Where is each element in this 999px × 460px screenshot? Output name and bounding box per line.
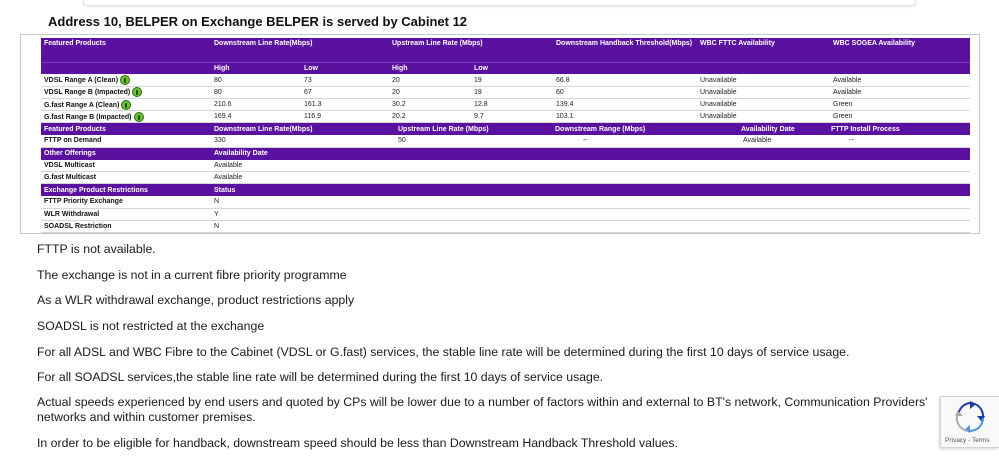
header-cell: WBC SOGEA Availability: [830, 38, 970, 62]
table-cell: 330: [211, 135, 389, 147]
header-cell: Downstream Handback Threshold(Mbps): [553, 38, 697, 62]
header-cell: Availability Date: [211, 147, 970, 159]
recaptcha-links[interactable]: Privacy - Terms: [945, 437, 990, 444]
table-cell: Green: [830, 111, 970, 123]
header-cell: Featured Products: [41, 123, 211, 135]
table-cell: 80: [211, 74, 301, 86]
header-cell: Downstream Line Rate(Mbps): [211, 38, 389, 62]
table-row: [41, 86, 970, 98]
table-row: [41, 220, 970, 232]
table-cell: Available --: [830, 135, 970, 147]
table-cell: G.fast Multicast: [41, 172, 211, 184]
header-cell: WBC FTTC Availability: [697, 38, 830, 62]
table-cell: Available: [211, 172, 970, 184]
header-cell: Status: [211, 184, 970, 196]
table-cell: 19: [471, 74, 553, 86]
note-adsl-wbc: For all ADSL and WBC Fibre to the Cabinet (VDSL or G.fast) services, the stable line rate will be determined during the first 10 days of service usage.: [37, 345, 850, 359]
table-cell: 9.7: [471, 111, 553, 123]
subheader-cell: High: [389, 62, 471, 74]
note-soadsl-services: For all SOADSL services,the stable line rate will be determined during the first 10 days of service usage.: [37, 370, 604, 384]
table-cell: Available: [830, 86, 970, 98]
subheader-row: [41, 62, 970, 74]
subheader-cell: Low: [301, 62, 389, 74]
subheader-cell: High: [211, 62, 301, 74]
table-row: [41, 160, 970, 172]
restrictions-header-row: [41, 184, 970, 196]
note-actual-speeds: Actual speeds experienced by end users and quoted by CPs will be lower due to a number of factors within and external to BT's network, Communication Providers' networks and within customer premises.: [37, 395, 928, 424]
header-cell: Downstream Range (Mbps): [553, 123, 830, 135]
table-cell: N: [211, 196, 970, 208]
table-cell: 19: [471, 86, 553, 98]
product-name: G.fast Range B (Impacted): [41, 111, 211, 123]
recaptcha-badge[interactable]: [940, 396, 999, 448]
table-cell: WLR Withdrawal: [41, 208, 211, 220]
product-name: VDSL Range B (Impacted): [41, 86, 211, 98]
table-cell: 12.8: [471, 99, 553, 111]
table-cell: Available: [211, 160, 970, 172]
table-cell: 116.9: [301, 111, 389, 123]
note-handback: In order to be eligible for handback, downstream speed should be less than Downstream Handback Threshold values.: [37, 436, 678, 450]
table-cell: 210.6: [211, 99, 301, 111]
note-soadsl: SOADSL is not restricted at the exchange: [37, 319, 265, 333]
header-cell: Exchange Product Restrictions: [41, 184, 211, 196]
table-cell: 67: [301, 86, 389, 98]
product-name: VDSL Range A (Clean): [41, 74, 211, 86]
table-row: [41, 74, 970, 86]
table-cell: Unavailable: [697, 74, 830, 86]
table-row: [41, 196, 970, 208]
note-fibre-priority: The exchange is not in a current fibre priority programme: [37, 268, 347, 282]
table-row: [41, 172, 970, 184]
subheader-cell: [41, 62, 211, 74]
table-cell: VDSL Multicast: [41, 160, 211, 172]
info-badge-icon[interactable]: [120, 75, 130, 85]
table-cell: 73: [301, 74, 389, 86]
table-row: [41, 99, 970, 111]
table-cell: 66.8: [553, 74, 697, 86]
fttp-header-row: [41, 123, 970, 135]
note-fttp: FTTP is not available.: [37, 242, 156, 256]
table-row: [41, 111, 970, 123]
table-cell: 103.1: [553, 111, 697, 123]
header-cell: Other Offerings: [41, 147, 211, 159]
table-cell: SOADSL Restriction: [41, 220, 211, 232]
header-cell: Downstream Line Rate(Mbps): [211, 123, 389, 135]
header-cell: Upstream Line Rate (Mbps): [389, 38, 553, 62]
offerings-header-row: [41, 147, 970, 159]
subheader-cell: [697, 62, 830, 74]
table-cell: Unavailable: [697, 111, 830, 123]
subheader-cell: [553, 62, 697, 74]
table-cell: 20: [389, 86, 471, 98]
table-cell: 169.4: [211, 111, 301, 123]
product-name: G.fast Range A (Clean): [41, 99, 211, 111]
subheader-cell: Low: [471, 62, 553, 74]
availability-table: [41, 38, 970, 233]
table-cell: FTTP Priority Exchange: [41, 196, 211, 208]
table-cell: 60: [553, 86, 697, 98]
table-row: [41, 135, 970, 147]
header-cell: Featured Products: [41, 38, 211, 62]
table-cell: Green: [830, 99, 970, 111]
table-cell: 20: [389, 74, 471, 86]
recaptcha-icon: [955, 401, 985, 433]
header-cell: Upstream Line Rate (Mbps): [389, 123, 553, 135]
subheader-cell: [830, 62, 970, 74]
page-heading: Address 10, BELPER on Exchange BELPER is served by Cabinet 12: [48, 14, 468, 29]
info-badge-icon[interactable]: [132, 87, 142, 97]
table-cell: N: [211, 220, 970, 232]
table-row: [41, 208, 970, 220]
previous-card-edge: [83, 0, 916, 6]
table-cell: 50: [389, 135, 553, 147]
info-badge-icon[interactable]: [121, 100, 131, 110]
table-cell: --: [553, 135, 830, 147]
table-cell: Available: [830, 74, 970, 86]
table-cell: 161.3: [301, 99, 389, 111]
table-cell: Unavailable: [697, 99, 830, 111]
info-badge-icon[interactable]: [134, 112, 144, 122]
table-cell: Unavailable: [697, 86, 830, 98]
table-cell: 80: [211, 86, 301, 98]
header-cell: Availability Date FTTP Install Process: [830, 123, 970, 135]
table-cell: 30.2: [389, 99, 471, 111]
table-cell: 139.4: [553, 99, 697, 111]
table-cell: FTTP on Demand: [41, 135, 211, 147]
table-cell: Y: [211, 208, 970, 220]
note-wlr-withdrawal: As a WLR withdrawal exchange, product restrictions apply: [37, 293, 355, 307]
table-cell: 20.2: [389, 111, 471, 123]
featured-header-row: [41, 38, 970, 62]
